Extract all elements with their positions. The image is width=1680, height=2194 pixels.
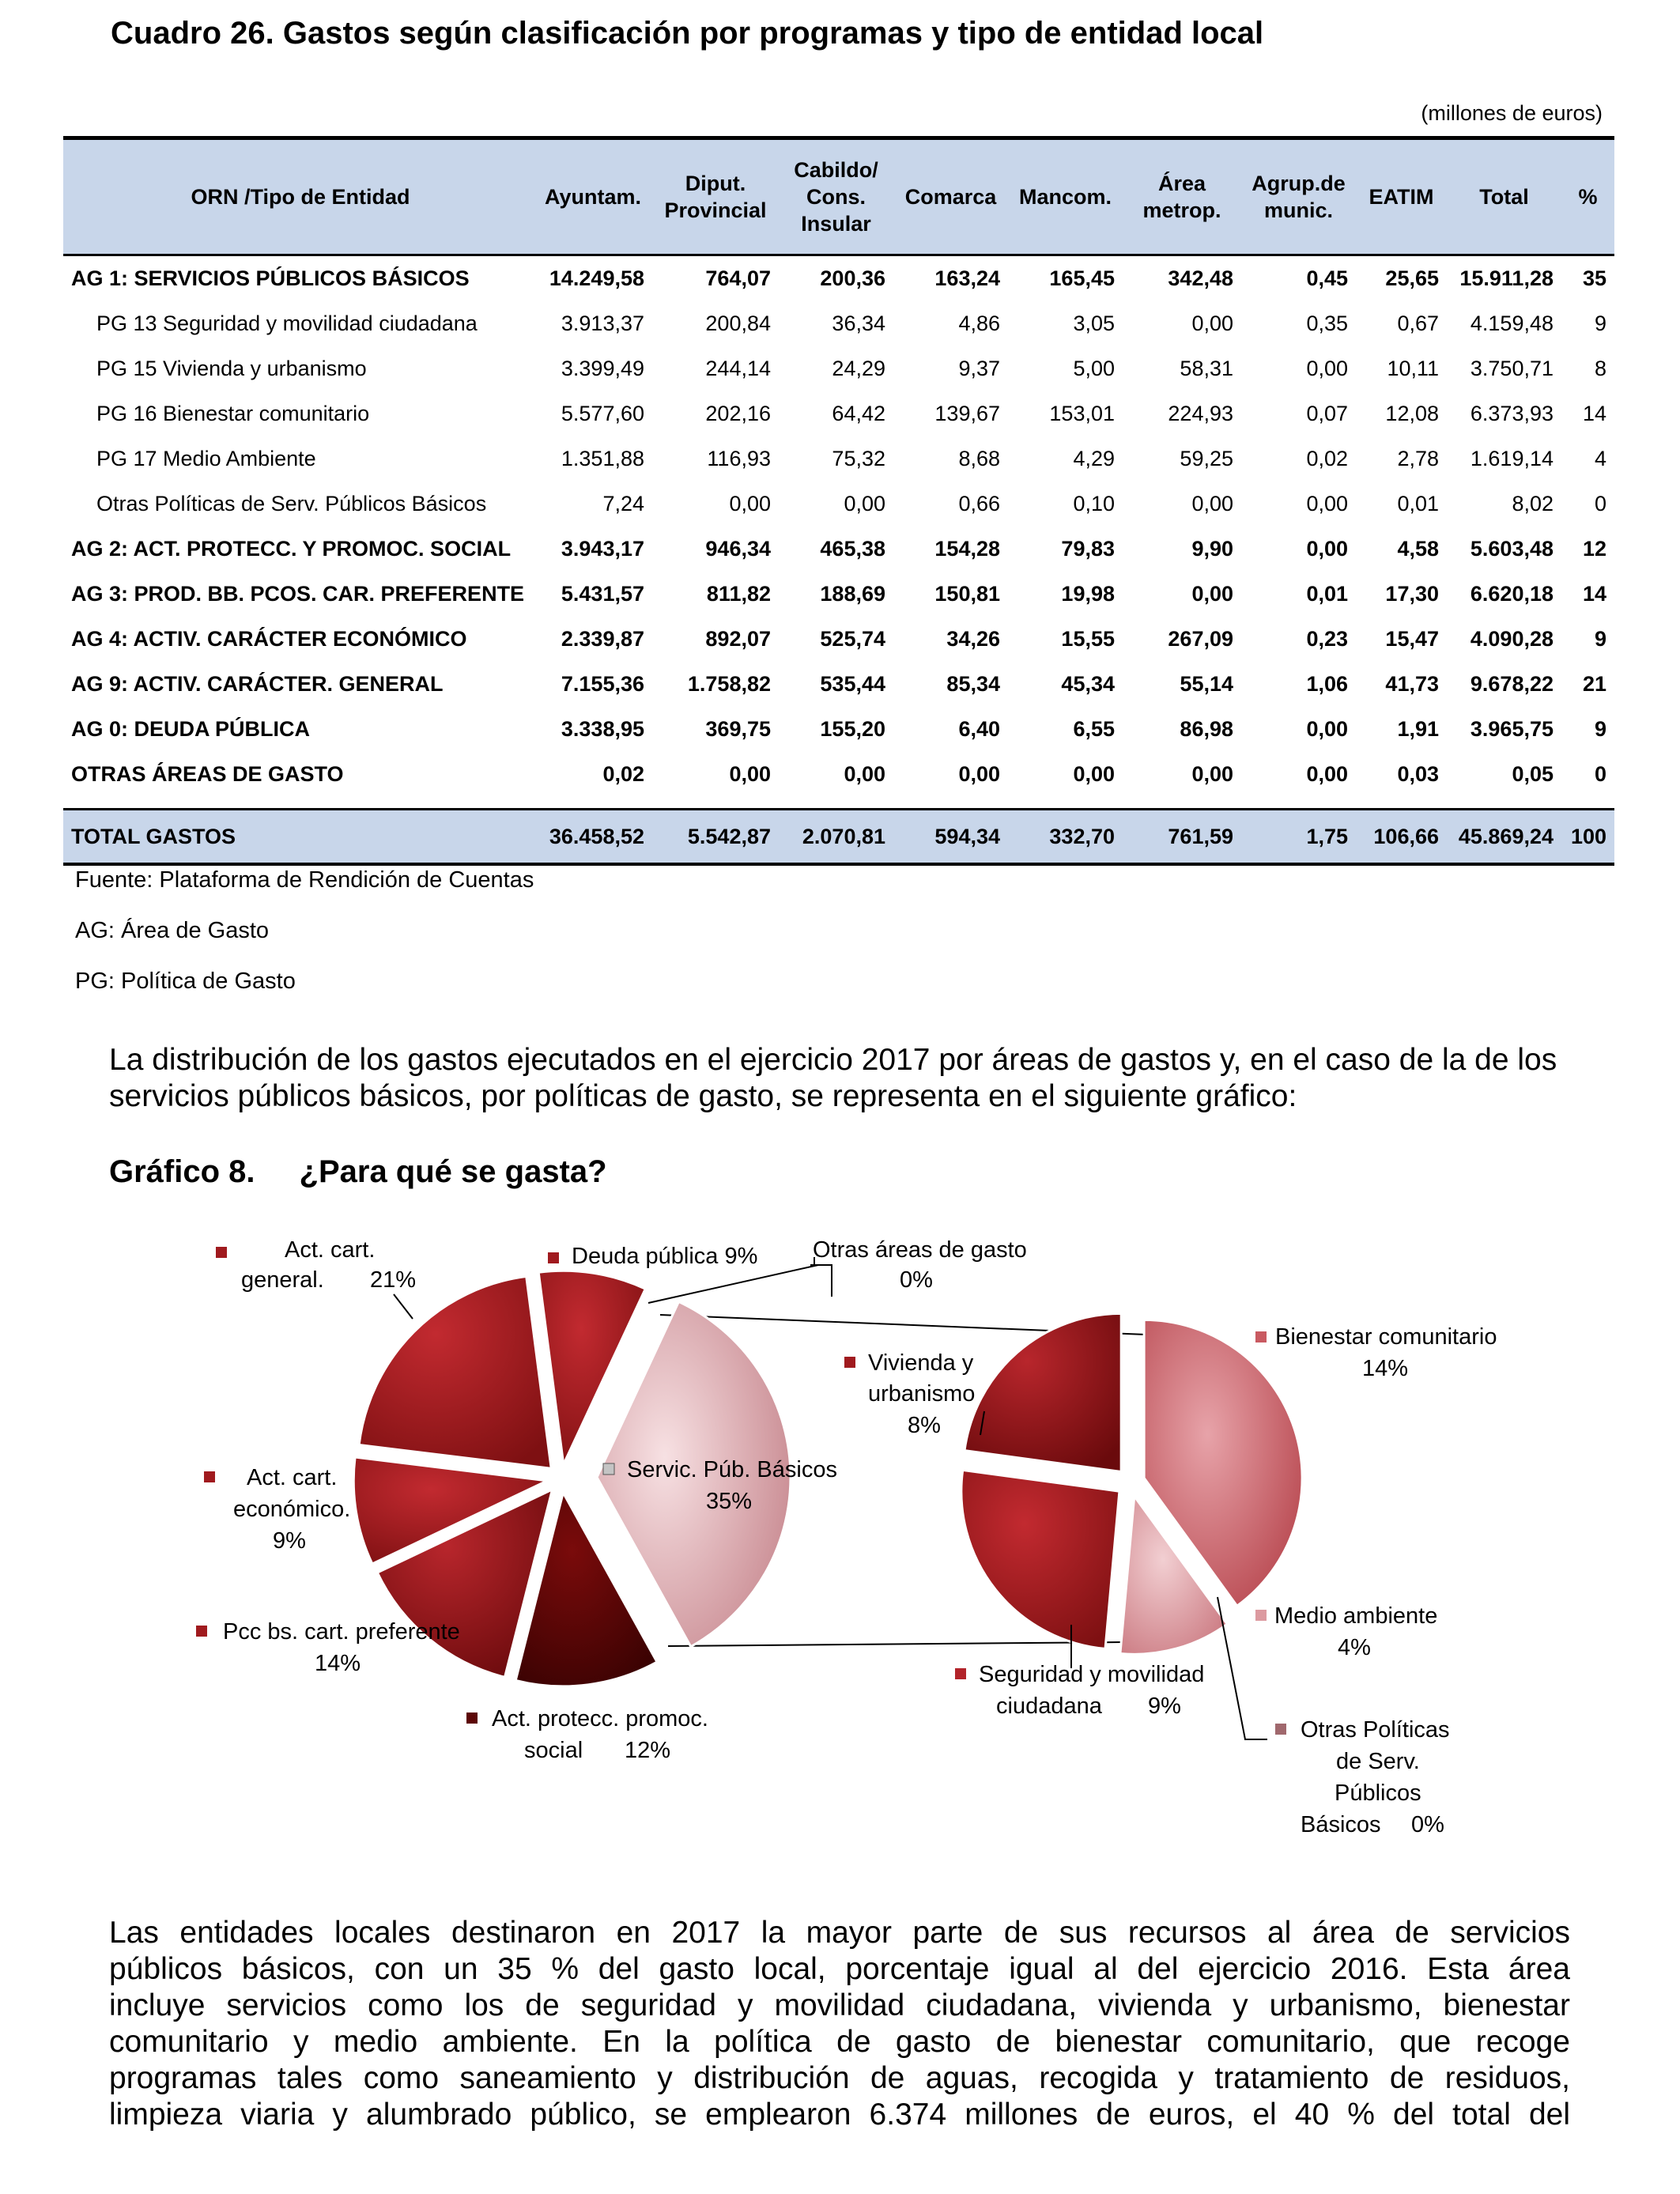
cell-c1: 14.249,58 (549, 266, 644, 290)
cell-c8: 10,11 (1387, 357, 1439, 380)
basic-services-pie (961, 1313, 1302, 1654)
legend-key-seguridad (955, 1668, 966, 1679)
slice-vivienda (965, 1313, 1121, 1471)
cell-c6: 0,00 (1191, 582, 1233, 606)
cell-c7: 0,00 (1306, 357, 1348, 380)
row-label: AG 9: ACTIV. CARÁCTER. GENERAL (71, 672, 444, 696)
header-ayuntam: Ayuntam. (538, 138, 652, 255)
cell-c1: 3.338,95 (561, 717, 644, 741)
cell-c1: 7,24 (602, 492, 644, 515)
cell-c2: 0,00 (729, 492, 771, 515)
row-label: OTRAS ÁREAS DE GASTO (71, 762, 344, 786)
cell-c3: 155,20 (820, 717, 885, 741)
row-label: AG 3: PROD. BB. PCOS. CAR. PREFERENTE (71, 582, 525, 606)
cell-c6: 58,31 (1180, 357, 1233, 380)
label-economico-2: económico. (233, 1497, 351, 1522)
label-otras-pol-4: Básicos (1301, 1812, 1381, 1837)
cell-c10: 8 (1594, 357, 1606, 380)
cell-c10: 14 (1582, 582, 1606, 606)
header-mancom: Mancom. (1008, 138, 1123, 255)
label-economico-pct: 9% (273, 1528, 306, 1554)
label-bienestar-pct: 14% (1362, 1356, 1409, 1381)
leader-deuda (810, 1265, 832, 1297)
cell-c4: 594,34 (893, 810, 1008, 865)
header-agrup: Agrup.de munic. (1241, 138, 1356, 255)
units-note: (millones de euros) (1421, 101, 1603, 125)
cell-c5: 4,29 (1073, 447, 1115, 470)
cell-c8: 15,47 (1385, 627, 1439, 651)
cell-c5: 79,83 (1061, 537, 1115, 561)
cell-c9: 8,02 (1512, 492, 1554, 515)
legend-key-deuda (548, 1252, 559, 1263)
cell-c2: 116,93 (707, 447, 771, 470)
row-label: PG 13 Seguridad y movilidad ciudadana (96, 312, 478, 335)
header-total: Total (1447, 138, 1561, 255)
label-vivienda-1: Vivienda y (868, 1350, 974, 1376)
cell-c7: 0,23 (1306, 627, 1348, 651)
cell-c9: 6.373,93 (1470, 402, 1554, 425)
cell-c3: 64,42 (832, 402, 885, 425)
cell-c4: 163,24 (934, 266, 1000, 290)
cell-c9: 4.159,48 (1470, 312, 1554, 335)
cell-c6: 59,25 (1180, 447, 1233, 470)
cell-c3: 0,00 (844, 492, 885, 515)
cell-c9: 9.678,22 (1470, 672, 1554, 696)
closing-line-6: limpieza viaria y alumbrado público, se emplearon 6.374 millones de euros, el 40 % del total del (109, 2098, 1570, 2132)
cell-c1: 2.339,87 (561, 627, 644, 651)
cell-c4: 34,26 (946, 627, 1000, 651)
label-social-1: Act. protecc. promoc. (492, 1706, 708, 1731)
cell-c10: 21 (1582, 672, 1606, 696)
cell-c4: 150,81 (934, 582, 1000, 606)
cell-c1: 1.351,88 (561, 447, 644, 470)
cell-c1: 5.431,57 (561, 582, 644, 606)
label-otras-pol-1: Otras Políticas (1301, 1717, 1450, 1743)
cell-c5: 15,55 (1061, 627, 1115, 651)
label-vivienda-pct: 8% (908, 1413, 941, 1438)
cell-c5: 3,05 (1073, 312, 1115, 335)
cell-c10: 0 (1594, 762, 1606, 786)
cell-c7: 0,07 (1306, 402, 1348, 425)
closing-line-5: programas tales como saneamiento y distribución de aguas, recogida y tratamiento de residuos, (109, 2061, 1570, 2095)
label-otras-pol-2: de Serv. (1336, 1749, 1420, 1774)
legend-key-servic (603, 1463, 614, 1475)
cell-c7: 0,00 (1306, 492, 1348, 515)
cell-c8: 0,67 (1397, 312, 1439, 335)
cell-c8: 41,73 (1385, 672, 1439, 696)
cell-c1: 3.943,17 (561, 537, 644, 561)
cell-c3: 24,29 (832, 357, 885, 380)
header-pct: % (1561, 138, 1614, 255)
label-social-2: social (524, 1738, 583, 1763)
label-medio-1: Medio ambiente (1274, 1603, 1438, 1629)
cell-c9: 3.965,75 (1470, 717, 1554, 741)
cell-c4: 0,66 (958, 492, 1000, 515)
cell-c4: 85,34 (946, 672, 1000, 696)
cell-c9: 1.619,14 (1470, 447, 1554, 470)
cell-c4: 8,68 (958, 447, 1000, 470)
cell-c10: 0 (1594, 492, 1606, 515)
legend-key-otras-pol (1275, 1724, 1286, 1735)
row-label: Otras Políticas de Serv. Públicos Básicos (96, 492, 487, 515)
cell-c8: 2,78 (1397, 447, 1439, 470)
closing-line-2: públicos básicos, con un 35 % del gasto local, porcentaje igual al del ejercicio 2016. Esta área (109, 1952, 1570, 1986)
cell-c3: 36,34 (832, 312, 885, 335)
legend-key-medio (1255, 1610, 1267, 1621)
legend-key-bienestar (1255, 1331, 1267, 1342)
chart-number: Gráfico 8. (109, 1154, 255, 1189)
cell-c3: 535,44 (820, 672, 885, 696)
label-seguridad-pct: 9% (1148, 1694, 1181, 1719)
header-diput: Diput. Provincial (652, 138, 779, 255)
label-preferente-pct: 14% (315, 1651, 361, 1676)
row-label: PG 17 Medio Ambiente (96, 447, 316, 470)
cell-c3: 75,32 (832, 447, 885, 470)
cell-c10: 4 (1594, 447, 1606, 470)
page-title: Cuadro 26. Gastos según clasificación por programas y tipo de entidad local (111, 16, 1264, 51)
legend-key-economico (204, 1471, 215, 1482)
cell-c4: 139,67 (934, 402, 1000, 425)
header-eatim: EATIM (1356, 138, 1447, 255)
cell-c2: 202,16 (705, 402, 771, 425)
label-medio-pct: 4% (1338, 1635, 1371, 1660)
header-cabildo: Cabildo/ Cons. Insular (779, 138, 893, 255)
slice-seguridad (961, 1470, 1119, 1648)
row-label: AG 1: SERVICIOS PÚBLICOS BÁSICOS (71, 266, 470, 290)
cell-c3: 465,38 (820, 537, 885, 561)
cell-c4: 154,28 (934, 537, 1000, 561)
label-social-pct: 12% (625, 1738, 671, 1763)
cell-c3: 188,69 (820, 582, 885, 606)
header-comarca: Comarca (893, 138, 1008, 255)
header-area-metrop: Área metrop. (1123, 138, 1241, 255)
cell-c8: 1,91 (1397, 717, 1439, 741)
cell-c3: 525,74 (820, 627, 885, 651)
closing-line-4: comunitario y medio ambiente. En la política de gasto de bienestar comunitario, que recoge (109, 2025, 1570, 2059)
cell-c8: 4,58 (1397, 537, 1439, 561)
cell-c1: 3.913,37 (561, 312, 644, 335)
cell-c5: 5,00 (1073, 357, 1115, 380)
cell-c7: 1,75 (1241, 810, 1356, 865)
cell-c7: 0,00 (1306, 717, 1348, 741)
cell-c9: 4.090,28 (1470, 627, 1554, 651)
cell-c6: 224,93 (1168, 402, 1233, 425)
cell-c9: 0,05 (1512, 762, 1554, 786)
cell-c2: 244,14 (705, 357, 771, 380)
label-seguridad-2: ciudadana (996, 1694, 1102, 1719)
connector-line-bottom (668, 1642, 1123, 1646)
cell-c6: 55,14 (1180, 672, 1233, 696)
label-general-pct: 21% (370, 1267, 417, 1293)
cell-c1: 3.399,49 (561, 357, 644, 380)
cell-c5: 0,10 (1073, 492, 1115, 515)
cell-c2: 5.542,87 (652, 810, 779, 865)
closing-paragraph (109, 1915, 1570, 2133)
row-label: TOTAL GASTOS (63, 810, 538, 865)
label-general-2: general. (241, 1267, 324, 1293)
cell-c9: 15.911,28 (1459, 266, 1554, 290)
cell-c10: 14 (1582, 402, 1606, 425)
cell-c10: 12 (1582, 537, 1606, 561)
cell-c8: 106,66 (1356, 810, 1447, 865)
label-economico-1: Act. cart. (247, 1465, 338, 1490)
label-general-1: Act. cart. (285, 1237, 376, 1263)
label-otras-areas-pct: 0% (900, 1267, 933, 1293)
cell-c4: 4,86 (958, 312, 1000, 335)
cell-c10: 35 (1582, 266, 1606, 290)
cell-c6: 9,90 (1191, 537, 1233, 561)
cell-c9: 5.603,48 (1470, 537, 1554, 561)
ag-note: AG: Área de Gasto (75, 918, 270, 943)
cell-c10: 9 (1594, 717, 1606, 741)
cell-c4: 6,40 (958, 717, 1000, 741)
cell-c5: 6,55 (1073, 717, 1115, 741)
cell-c7: 0,01 (1306, 582, 1348, 606)
label-otras-areas-1: Otras áreas de gasto (813, 1237, 1027, 1263)
label-bienestar-1: Bienestar comunitario (1275, 1324, 1497, 1350)
label-vivienda-2: urbanismo (868, 1381, 976, 1407)
closing-line-1: Las entidades locales destinaron en 2017 la mayor parte de sus recursos al área de servicios (109, 1916, 1570, 1950)
label-deuda: Deuda pública 9% (572, 1244, 758, 1269)
header-entity: ORN /Tipo de Entidad (63, 138, 538, 255)
cell-c6: 0,00 (1191, 762, 1233, 786)
label-otras-pol-pct: 0% (1411, 1812, 1444, 1837)
cell-c1: 0,02 (602, 762, 644, 786)
cell-c2: 369,75 (705, 717, 771, 741)
cell-c6: 761,59 (1123, 810, 1241, 865)
cell-c10: 9 (1594, 627, 1606, 651)
cell-c6: 0,00 (1191, 312, 1233, 335)
row-label: PG 15 Vivienda y urbanismo (96, 357, 367, 380)
leader-general (394, 1294, 413, 1319)
cell-c6: 0,00 (1191, 492, 1233, 515)
cell-c8: 12,08 (1385, 402, 1439, 425)
cell-c4: 9,37 (958, 357, 1000, 380)
cell-c8: 0,01 (1397, 492, 1439, 515)
cell-c9: 45.869,24 (1447, 810, 1561, 865)
cell-c5: 19,98 (1061, 582, 1115, 606)
cell-c5: 153,01 (1049, 402, 1115, 425)
cell-c6: 342,48 (1168, 266, 1233, 290)
cell-c7: 0,00 (1306, 537, 1348, 561)
cell-c2: 811,82 (706, 582, 771, 606)
cell-c5: 332,70 (1008, 810, 1123, 865)
label-seguridad-1: Seguridad y movilidad (979, 1662, 1205, 1687)
cell-c2: 200,84 (705, 312, 771, 335)
row-label: PG 16 Bienestar comunitario (96, 402, 370, 425)
label-servic-1: Servic. Púb. Básicos (627, 1457, 837, 1482)
pg-note: PG: Política de Gasto (75, 969, 296, 994)
cell-c9: 3.750,71 (1470, 357, 1554, 380)
intro-paragraph: La distribución de los gastos ejecutados en el ejercicio 2017 por áreas de gastos y, en el caso de la de los servicios públicos básicos, por políticas de gasto, se representa en el siguiente gráfico: (109, 1043, 1557, 1113)
slice-act-general (359, 1276, 551, 1468)
label-otras-pol-3: Públicos (1335, 1781, 1421, 1806)
cell-c6: 86,98 (1180, 717, 1233, 741)
cell-c10: 9 (1594, 312, 1606, 335)
cell-c2: 1.758,82 (687, 672, 771, 696)
cell-c3: 200,36 (820, 266, 885, 290)
row-label: AG 4: ACTIV. CARÁCTER ECONÓMICO (71, 627, 467, 651)
row-label: AG 0: DEUDA PÚBLICA (71, 717, 311, 741)
cell-c9: 6.620,18 (1470, 582, 1554, 606)
cell-c7: 0,45 (1306, 266, 1348, 290)
cell-c2: 892,07 (705, 627, 771, 651)
cell-c2: 764,07 (705, 266, 771, 290)
cell-c1: 5.577,60 (561, 402, 644, 425)
cell-c8: 0,03 (1397, 762, 1439, 786)
label-preferente-1: Pcc bs. cart. preferente (223, 1619, 460, 1645)
cell-c1: 36.458,52 (538, 810, 652, 865)
cell-c5: 165,45 (1049, 266, 1115, 290)
cell-c7: 1,06 (1306, 672, 1348, 696)
legend-key-social (466, 1713, 478, 1724)
cell-c8: 17,30 (1385, 582, 1439, 606)
label-servic-pct: 35% (706, 1489, 753, 1514)
cell-c5: 0,00 (1073, 762, 1115, 786)
cell-c2: 946,34 (705, 537, 771, 561)
legend-key-preferente (196, 1626, 207, 1637)
chart-title-text: ¿Para qué se gasta? (299, 1154, 607, 1189)
cell-c3: 0,00 (844, 762, 885, 786)
cell-c2: 0,00 (729, 762, 771, 786)
cell-c4: 0,00 (958, 762, 1000, 786)
cell-c6: 267,09 (1168, 627, 1233, 651)
legend-key-vivienda (844, 1357, 855, 1368)
cell-c7: 0,35 (1306, 312, 1348, 335)
source-note: Fuente: Plataforma de Rendición de Cuentas (75, 867, 534, 893)
cell-c8: 25,65 (1385, 266, 1439, 290)
cell-c7: 0,02 (1306, 447, 1348, 470)
closing-line-3: incluye servicios como los de seguridad y movilidad ciudadana, vivienda y urbanismo, bienestar (109, 1988, 1570, 2022)
cell-c5: 45,34 (1061, 672, 1115, 696)
legend-key-general (216, 1247, 227, 1258)
cell-c10: 100 (1561, 810, 1614, 865)
cell-c1: 7.155,36 (561, 672, 644, 696)
row-label: AG 2: ACT. PROTECC. Y PROMOC. SOCIAL (71, 537, 512, 561)
cell-c3: 2.070,81 (779, 810, 893, 865)
cell-c7: 0,00 (1306, 762, 1348, 786)
